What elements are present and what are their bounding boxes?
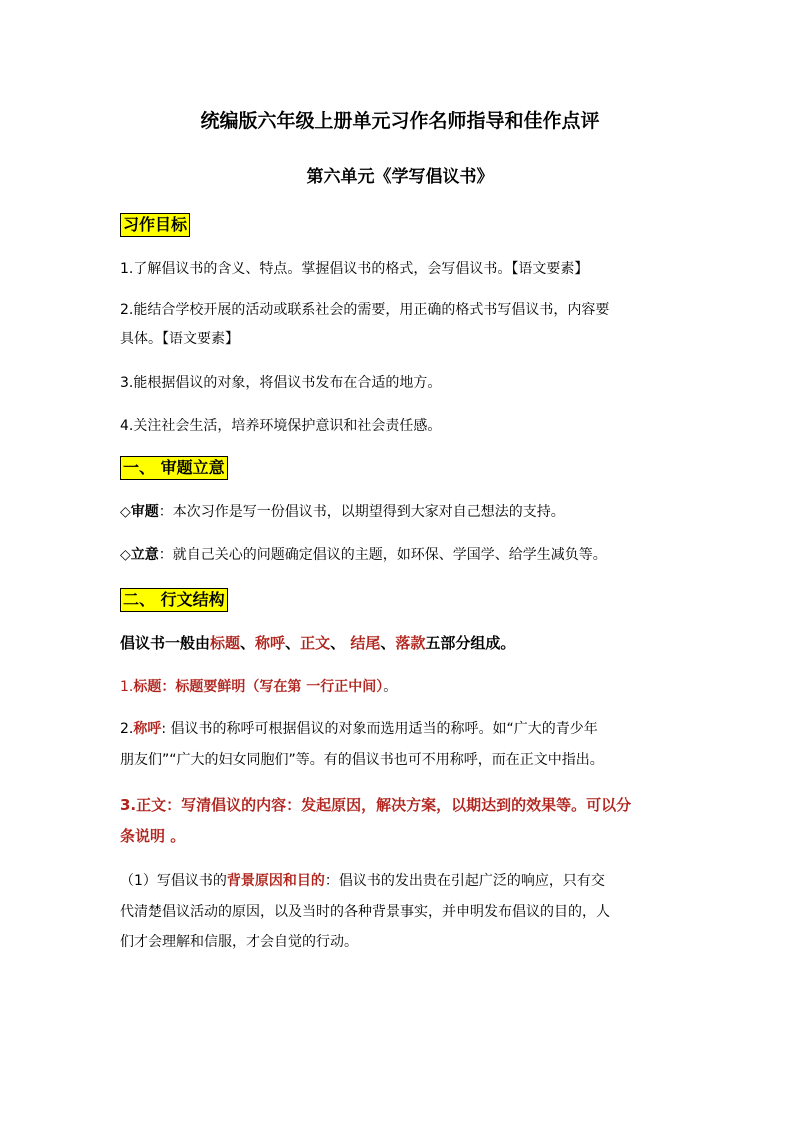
part-ending: 结尾	[350, 634, 381, 652]
item-text: : 倡议书的称呼可根据倡议的对象而选用适当的称呼。如“广大的青少年	[161, 721, 598, 737]
item-text: 标题要鲜明（写在第 一行正中间）	[175, 679, 384, 695]
separator: 、	[285, 634, 301, 652]
item-end: 。	[383, 679, 398, 695]
item-number: 1.	[120, 679, 134, 695]
section-heading-goals: 习作目标	[120, 213, 190, 237]
structure-suffix: 五部分组成。	[425, 634, 516, 652]
idea-label: ◇立意	[120, 547, 159, 563]
separator: 、	[330, 634, 351, 652]
document-subtitle: 第六单元《学写倡议书》	[306, 167, 494, 187]
idea-paragraph	[120, 545, 607, 565]
goal-item-3: 3.能根据倡议的对象，将倡议书发布在合适的地方。	[120, 375, 442, 391]
part-salutation: 称呼	[255, 634, 286, 652]
paragraph-keyword: 背景原因和目的	[226, 873, 325, 889]
structure-item-3-line-2: 条说明 。	[120, 827, 186, 845]
goal-item-2-line-1: 2.能结合学校开展的活动或联系社会的需要，用正确的格式书写倡议书，内容要	[120, 302, 610, 318]
body-paragraph-1-line-1	[120, 871, 605, 891]
audit-text: ：本次习作是写一份倡议书，以期望得到大家对自己想法的支持。	[158, 504, 565, 520]
part-title: 标题	[210, 634, 241, 652]
idea-text: ：就自己关心的问题确定倡议的主题，如环保、学国学、给学生减负等。	[158, 547, 607, 563]
document-title: 统编版六年级上册单元习作名师指导和佳作点评	[200, 110, 600, 132]
item-number: 2.	[120, 721, 134, 737]
paragraph-text: ：倡议书的发出贵在引起广泛的响应，只有交	[324, 873, 605, 889]
separator: 、	[240, 634, 256, 652]
item-label: 称呼	[133, 721, 162, 737]
part-body: 正文	[300, 634, 331, 652]
item-label: 标题：	[133, 679, 176, 695]
body-paragraph-1-line-3: 们才会理解和信服，才会自觉的行动。	[120, 934, 358, 950]
audit-paragraph	[120, 502, 565, 522]
body-paragraph-1-line-2: 代清楚倡议活动的原因，以及当时的各种背景事实，并申明发布倡议的目的，人	[120, 904, 610, 920]
goal-item-4: 4.关注社会生活，培养环境保护意识和社会责任感。	[120, 418, 442, 434]
goal-item-1: 1.了解倡议书的含义、特点。掌握倡议书的格式，会写倡议书。【语文要素】	[120, 261, 589, 277]
section-heading-two: 二、 行文结构	[120, 588, 228, 612]
structure-item-1	[120, 677, 397, 697]
structure-item-3-line-1: 3.正文：写清倡议的内容：发起原因，解决方案，以期达到的效果等。可以分	[120, 796, 632, 814]
structure-prefix: 倡议书一般由	[120, 634, 211, 652]
section-heading-one: 一、 审题立意	[120, 456, 228, 480]
goal-item-2-line-2: 具体。【语文要素】	[120, 331, 239, 347]
structure-item-2-line-2: 朋友们”“广大的妇女同胞们”等。有的倡议书也可不用称呼，而在正文中指出。	[120, 752, 604, 768]
structure-item-2-line-1	[120, 719, 598, 739]
separator: 、	[380, 634, 396, 652]
paragraph-prefix: （1）写倡议书的	[120, 873, 227, 889]
structure-summary	[120, 633, 515, 653]
part-signature: 落款	[395, 634, 426, 652]
audit-label: ◇审题	[120, 504, 159, 520]
